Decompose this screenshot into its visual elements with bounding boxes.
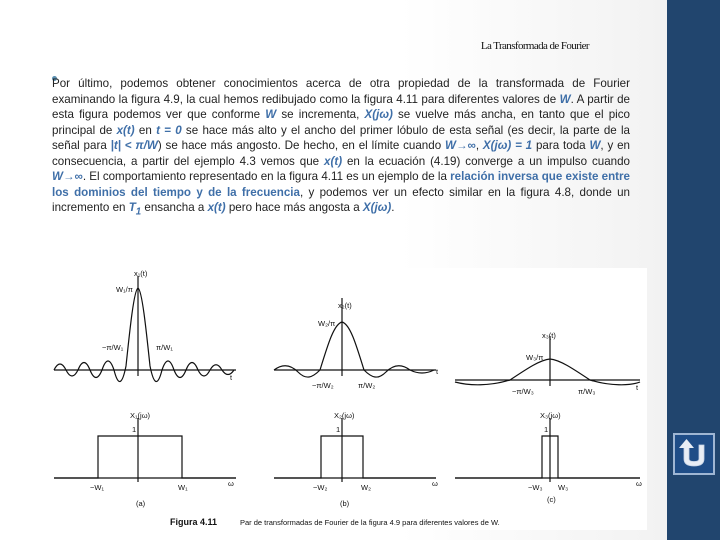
caption-label: Figura 4.11 <box>170 517 218 527</box>
pos-w-b: W₂ <box>361 483 371 492</box>
pos-zero-c: π/W₃ <box>578 387 596 396</box>
text: , y en consecuencia, a partir del ejemplo 4.3 vemos que <box>52 139 630 168</box>
w-label-b: ω <box>432 479 438 488</box>
rect-spectrum-a <box>54 436 236 478</box>
relation-phrase: relación inversa que existe entre los dominios del tiempo y de la frecuencia <box>52 170 631 199</box>
text: para toda <box>532 139 590 152</box>
neg-w-a: −W₁ <box>90 483 104 492</box>
var-xt: x(t) <box>207 201 226 214</box>
one-c: 1 <box>544 425 549 434</box>
label-x2: x₂(t) <box>338 301 352 310</box>
u-turn-icon <box>675 435 713 473</box>
neg-w-c: −W₃ <box>528 483 543 492</box>
text: , y podemos ver un efecto similar en la figura 4.8, donde un incremento en <box>52 185 630 214</box>
caption-text: Par de transformadas de Fourier de la figura 4.9 para diferentes valores de W. <box>240 518 500 527</box>
label-X1: X₁(jω) <box>130 411 151 420</box>
w-label-c: ω <box>636 479 642 488</box>
slide-title: La Transformada de Fourier <box>480 40 589 52</box>
var-T1: $T_1$ <box>128 201 142 218</box>
t-label-a: t <box>230 373 233 382</box>
var-W: W <box>589 139 601 152</box>
var-Winf: W→∞ <box>52 170 83 183</box>
label-x3: x₃(t) <box>542 331 556 340</box>
sinc-curve-a <box>54 288 234 382</box>
var-Xjw: X(jω) <box>364 108 393 121</box>
neg-w-b: −W₂ <box>313 483 328 492</box>
return-button[interactable] <box>673 433 715 475</box>
text: Por último, podemos obtener conocimientos acerca de otra propiedad de la transformada de Fourier examinando la figura 4.9, la cual hemos redibujado como la figura 4.11 para diferentes valores de <box>52 77 630 106</box>
panel-b: (b) <box>340 499 350 508</box>
panel-c: (c) <box>547 495 556 504</box>
var-W: W <box>559 92 571 106</box>
text: . <box>391 201 395 214</box>
text: ensancha a <box>141 201 208 214</box>
rect-spectrum-c <box>455 436 640 478</box>
label-X2: X₂(jω) <box>334 411 355 420</box>
pos-w-a: W₁ <box>178 483 188 492</box>
var-xt: x(t) <box>116 123 135 137</box>
rect-spectrum-b <box>274 436 436 478</box>
text: se incrementa, <box>276 108 365 121</box>
neg-zero-c: −π/W₃ <box>512 387 534 396</box>
var-cond: |t| < π/W <box>110 139 158 152</box>
var-Xjw: X(jω) <box>362 201 392 214</box>
label-X3: X₃(jω) <box>540 411 561 420</box>
pos-zero-a: π/W₁ <box>156 343 173 352</box>
peak-a: W₁/π <box>116 285 133 294</box>
text: pero hace más angosta a <box>225 201 363 214</box>
text: ) se hace más angosto. De hecho, en el límite cuando <box>157 139 445 152</box>
var-t0: t = 0 <box>156 123 182 137</box>
t-label-c: t <box>636 383 639 392</box>
peak-c: W₃/π <box>526 353 544 362</box>
peak-b: W₂/π <box>318 319 336 328</box>
text: se hace más alto y el ancho del primer lóbulo de esta señal (es decir, la parte de la señal para <box>52 123 630 152</box>
var-Xeq1: X(jω) = 1 <box>482 139 533 152</box>
w-label-a: ω <box>228 479 234 488</box>
figure-svg <box>50 268 647 530</box>
one-a: 1 <box>132 425 137 434</box>
sinc-curve-b <box>274 322 434 377</box>
var-xt: x(t) <box>324 154 343 168</box>
neg-zero-b: −π/W₂ <box>312 381 334 390</box>
text: . El comportamiento representado en la figura 4.11 es un ejemplo de la <box>82 170 451 183</box>
body-paragraph <box>52 76 630 220</box>
one-b: 1 <box>336 425 341 434</box>
pos-zero-b: π/W₂ <box>358 381 376 390</box>
figure-4-11 <box>50 268 647 530</box>
var-W: W <box>265 108 277 121</box>
sinc-curve-c <box>455 359 640 385</box>
pos-w-c: W₃ <box>558 483 569 492</box>
text: , <box>475 139 483 152</box>
t-label-b: t <box>436 367 439 376</box>
text: . A partir de esta figura podemos ver que conforme <box>52 92 630 121</box>
text: se vuelve más ancha, en tanto que el pico principal de <box>52 108 630 137</box>
label-x1: x₁(t) <box>134 269 148 278</box>
text: en la ecuación (4.19) converge a un impulso cuando <box>342 154 630 168</box>
text: en <box>134 123 157 137</box>
neg-zero-a: −π/W₁ <box>102 343 124 352</box>
var-Winf: W→∞ <box>445 139 476 152</box>
panel-a: (a) <box>136 499 146 508</box>
